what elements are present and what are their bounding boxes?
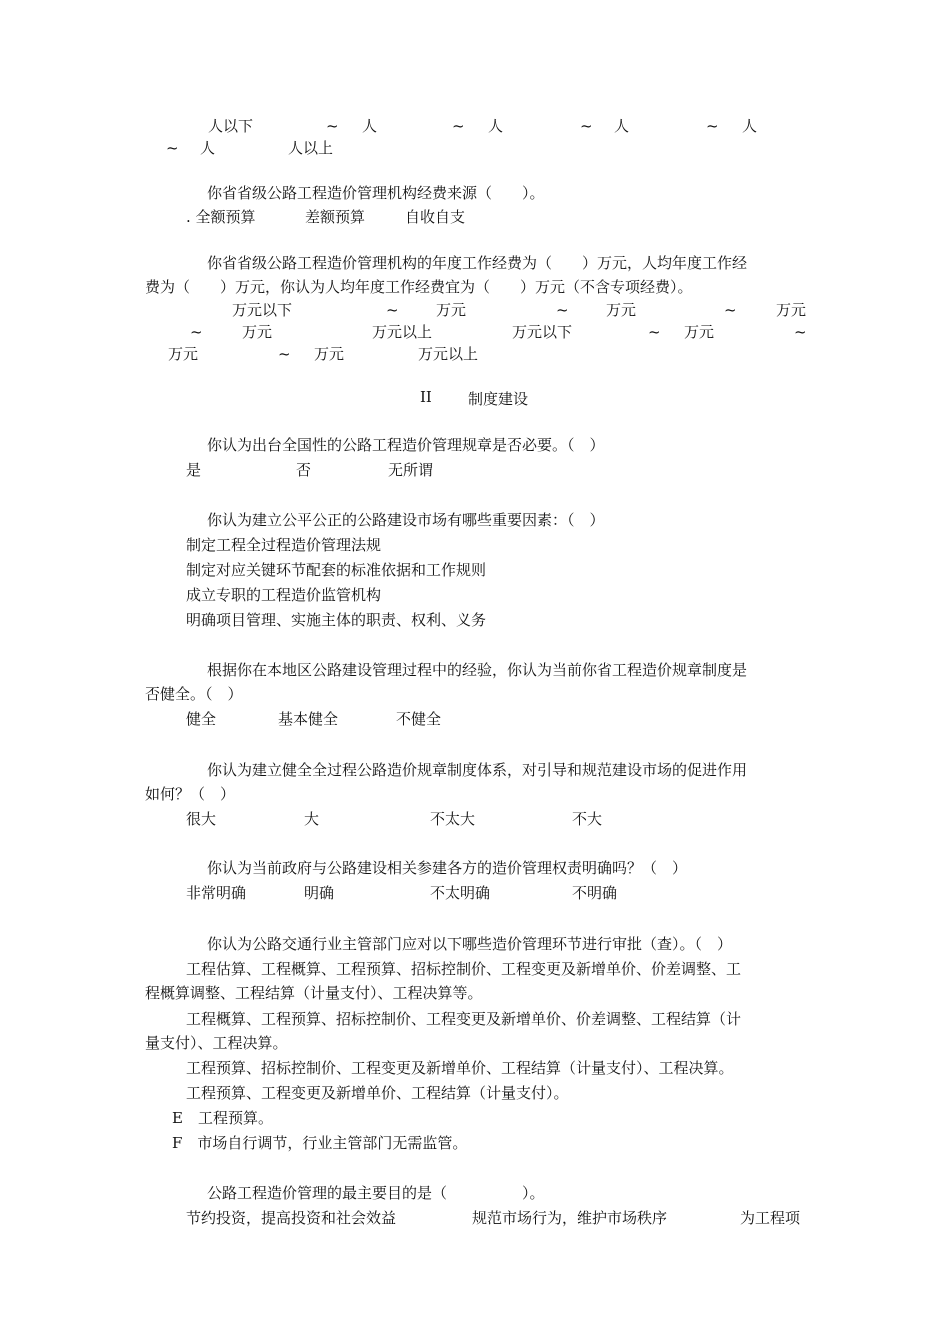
fair-market-option: 制定对应关键环节配套的标准依据和工作规则 xyxy=(186,561,487,579)
approval-option-c: 工程预算、招标控制价、工程变更及新增单价、工程结算（计量支付）、工程决算。 xyxy=(186,1059,734,1077)
budget-option: ~ xyxy=(190,323,203,341)
staff-count-option: 人 xyxy=(614,117,630,135)
approval-option-e: E 工程预算。 xyxy=(172,1109,273,1127)
funding-source-question: 你省省级公路工程造价管理机构经费来源（ ）。 xyxy=(207,184,545,202)
staff-count-option: 人 xyxy=(742,117,758,135)
regulation-need-option: 是 xyxy=(186,461,202,479)
effect-option: 很大 xyxy=(186,810,217,828)
staff-count-option: ~ xyxy=(452,117,465,135)
funding-source-option: 自收自支 xyxy=(405,208,466,226)
goal-option: 为工程项 xyxy=(740,1209,801,1227)
funding-source-option: . 全额预算 xyxy=(186,208,256,226)
budget-option: ~ xyxy=(724,301,737,319)
fair-market-option: 制定工程全过程造价管理法规 xyxy=(186,536,382,554)
staff-count-option: 人 xyxy=(200,139,216,157)
clarity-option: 不太明确 xyxy=(430,884,491,902)
soundness-option: 健全 xyxy=(186,710,217,728)
effect-option: 不太大 xyxy=(430,810,476,828)
staff-count-option: ~ xyxy=(326,117,339,135)
soundness-question-line-1: 根据你在本地区公路建设管理过程中的经验，你认为当前你省工程造价规章制度是 xyxy=(207,661,748,679)
budget-option: ~ xyxy=(386,301,399,319)
budget-option: 万元 xyxy=(436,301,467,319)
section-numeral: II xyxy=(420,388,432,406)
section-title: 制度建设 xyxy=(468,390,529,408)
funding-source-option: 差额预算 xyxy=(305,208,366,226)
budget-question-line-1: 你省省级公路工程造价管理机构的年度工作经费为（ ）万元，人均年度工作经 xyxy=(207,254,748,272)
budget-option: 万元 xyxy=(606,301,637,319)
budget-option: ~ xyxy=(794,323,807,341)
goal-question: 公路工程造价管理的最主要目的是（ ）。 xyxy=(207,1184,545,1202)
budget-option: 万元以上 xyxy=(418,345,479,363)
budget-option: 万元以下 xyxy=(512,323,573,341)
soundness-option: 基本健全 xyxy=(278,710,339,728)
regulation-need-option: 无所谓 xyxy=(388,461,434,479)
effect-option: 不大 xyxy=(572,810,603,828)
approval-question: 你认为公路交通行业主管部门应对以下哪些造价管理环节进行审批（查）。（ ） xyxy=(207,935,733,953)
goal-option: 节约投资，提高投资和社会效益 xyxy=(186,1209,397,1227)
staff-count-option: ~ xyxy=(706,117,719,135)
goal-option: 规范市场行为，维护市场秩序 xyxy=(472,1209,668,1227)
budget-option: 万元 xyxy=(684,323,715,341)
budget-option: ~ xyxy=(648,323,661,341)
clarity-option: 明确 xyxy=(304,884,335,902)
budget-option: 万元以下 xyxy=(232,301,293,319)
staff-count-option: 人 xyxy=(488,117,504,135)
budget-question-line-2: 费为（ ）万元，你认为人均年度工作经费宜为（ ）万元（不含专项经费）。 xyxy=(145,278,693,296)
budget-option: 万元 xyxy=(776,301,807,319)
approval-option-a-line-1: 工程估算、工程概算、工程预算、招标控制价、工程变更及新增单价、价差调整、工 xyxy=(186,960,742,978)
budget-option: 万元 xyxy=(168,345,199,363)
approval-option-b-line-1: 工程概算、工程预算、招标控制价、工程变更及新增单价、价差调整、工程结算（计 xyxy=(186,1010,742,1028)
effect-question-line-1: 你认为建立健全全过程公路造价规章制度体系，对引导和规范建设市场的促进作用 xyxy=(207,761,748,779)
staff-count-option: 人 xyxy=(362,117,378,135)
clarity-option: 非常明确 xyxy=(186,884,247,902)
fair-market-option: 明确项目管理、实施主体的职责、权利、义务 xyxy=(186,611,487,629)
approval-option-d: 工程预算、工程变更及新增单价、工程结算（计量支付）。 xyxy=(186,1084,569,1102)
staff-count-option: 人以上 xyxy=(288,139,334,157)
regulation-need-question: 你认为出台全国性的公路工程造价管理规章是否必要。（ ） xyxy=(207,436,605,454)
approval-option-b-line-2: 量支付）、工程决算。 xyxy=(145,1034,288,1052)
effect-option: 大 xyxy=(304,810,320,828)
approval-option-f: F 市场自行调节，行业主管部门无需监管。 xyxy=(172,1134,468,1152)
regulation-need-option: 否 xyxy=(296,461,312,479)
clarity-question: 你认为当前政府与公路建设相关参建各方的造价管理权责明确吗？（ ） xyxy=(207,859,688,877)
staff-count-option: 人以下 xyxy=(208,117,254,135)
soundness-option: 不健全 xyxy=(396,710,442,728)
clarity-option: 不明确 xyxy=(572,884,618,902)
staff-count-option: ~ xyxy=(580,117,593,135)
budget-option: ~ xyxy=(278,345,291,363)
budget-option: 万元 xyxy=(314,345,345,363)
soundness-question-line-2: 否健全。（ ） xyxy=(145,685,243,703)
fair-market-option: 成立专职的工程造价监管机构 xyxy=(186,586,382,604)
approval-option-a-line-2: 程概算调整、工程结算（计量支付）、工程决算等。 xyxy=(145,984,483,1002)
budget-option: 万元以上 xyxy=(372,323,433,341)
effect-question-line-2: 如何？（ ） xyxy=(145,785,236,803)
fair-market-question: 你认为建立公平公正的公路建设市场有哪些重要因素：（ ） xyxy=(207,511,605,529)
budget-option: ~ xyxy=(556,301,569,319)
budget-option: 万元 xyxy=(242,323,273,341)
staff-count-option: ~ xyxy=(166,139,179,157)
